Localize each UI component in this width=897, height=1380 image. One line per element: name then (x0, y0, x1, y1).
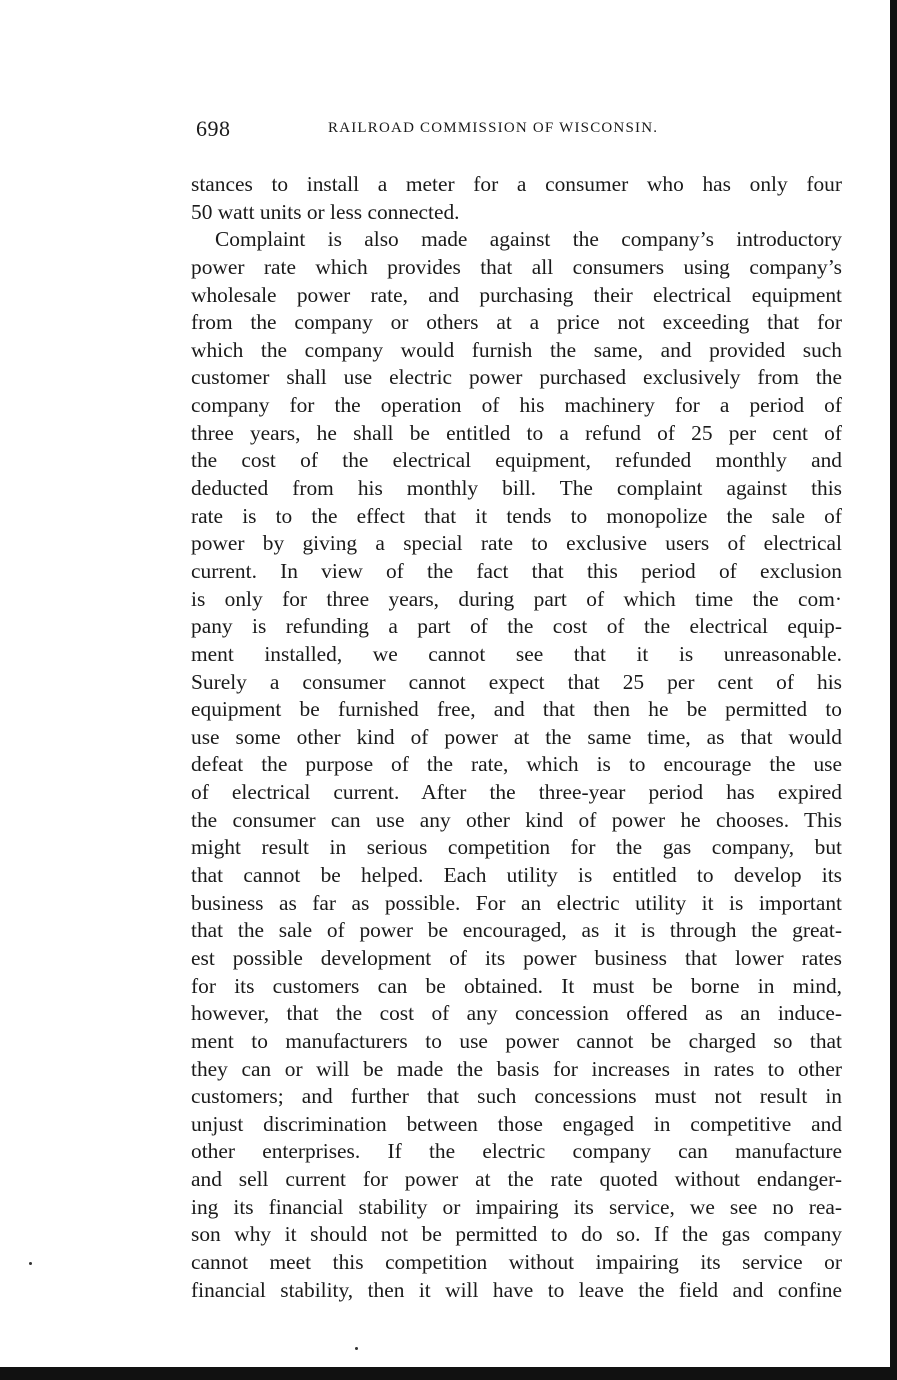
text-line: that the sale of power be encouraged, as it is through the great- (191, 918, 842, 943)
text-line: the consumer can use any other kind of power he chooses. This (191, 807, 842, 832)
text-line: use some other kind of power at the same time, as that would (191, 724, 842, 749)
text-line: customers; and further that such concessions must not result in (191, 1084, 842, 1109)
text-line: three years, he shall be entitled to a refund of 25 per cent of (191, 420, 842, 445)
running-head: RAILROAD COMMISSION OF WISCONSIN. (328, 120, 659, 136)
text-line: and sell current for power at the rate quoted without endanger- (191, 1167, 842, 1192)
text-line: current. In view of the fact that this period of exclusion (191, 558, 842, 583)
text-line: for its customers can be obtained. It must be borne in mind, (191, 973, 842, 998)
scan-speck (355, 1347, 358, 1350)
text-line: rate is to the effect that it tends to monopolize the sale of (191, 503, 842, 528)
text-line: cannot meet this competition without impairing its service or (191, 1249, 842, 1274)
page-number: 698 (196, 116, 231, 141)
text-line: stances to install a meter for a consumer who has only four (191, 172, 842, 196)
text-line: of electrical current. After the three-year period has expired (191, 780, 842, 805)
text-line: business as far as possible. For an electric utility it is important (191, 890, 842, 915)
text-line: equipment be furnished free, and that then he be permitted to (191, 697, 842, 722)
text-line: the cost of the electrical equipment, refunded monthly and (191, 448, 842, 473)
text-line: defeat the purpose of the rate, which is to encourage the use (191, 752, 842, 777)
text-line: 50 watt units or less connected. (191, 199, 460, 224)
text-line: company for the operation of his machinery for a period of (191, 393, 842, 418)
text-line: might result in serious competition for the gas company, but (191, 835, 842, 860)
text-line: Complaint is also made against the company’s introductory (215, 227, 842, 252)
text-line: unjust discrimination between those engaged in competitive and (191, 1111, 842, 1136)
text-line: they can or will be made the basis for increases in rates to other (191, 1056, 842, 1081)
text-line: is only for three years, during part of which time the com· (191, 586, 842, 611)
text-line: however, that the cost of any concession offered as an induce- (191, 1001, 842, 1026)
text-line: from the company or others at a price not exceeding that for (191, 310, 842, 335)
text-line: power rate which provides that all consumers using company’s (191, 254, 842, 279)
scan-speck (29, 1262, 32, 1265)
text-line: power by giving a special rate to exclusive users of electrical (191, 531, 842, 556)
text-line: other enterprises. If the electric company can manufacture (191, 1139, 842, 1164)
page-header (196, 116, 844, 144)
text-line: son why it should not be permitted to do so. If the gas company (191, 1222, 842, 1247)
text-line: ing its financial stability or impairing its service, we see no rea- (191, 1194, 842, 1219)
text-line: customer shall use electric power purchased exclusively from the (191, 365, 842, 390)
text-line: deducted from his monthly bill. The complaint against this (191, 476, 842, 501)
text-line: est possible development of its power business that lower rates (191, 945, 842, 970)
text-line: wholesale power rate, and purchasing their electrical equipment (191, 282, 842, 307)
body-text (191, 171, 842, 1304)
text-line: that cannot be helped. Each utility is entitled to develop its (191, 863, 842, 888)
text-line: Surely a consumer cannot expect that 25 per cent of his (191, 669, 842, 694)
text-line: financial stability, then it will have to leave the field and confine (191, 1277, 842, 1302)
text-line: ment to manufacturers to use power cannot be charged so that (191, 1028, 842, 1053)
text-line: pany is refunding a part of the cost of the electrical equip- (191, 614, 842, 639)
text-line: ment installed, we cannot see that it is unreasonable. (191, 641, 842, 666)
text-line: which the company would furnish the same, and provided such (191, 337, 842, 362)
